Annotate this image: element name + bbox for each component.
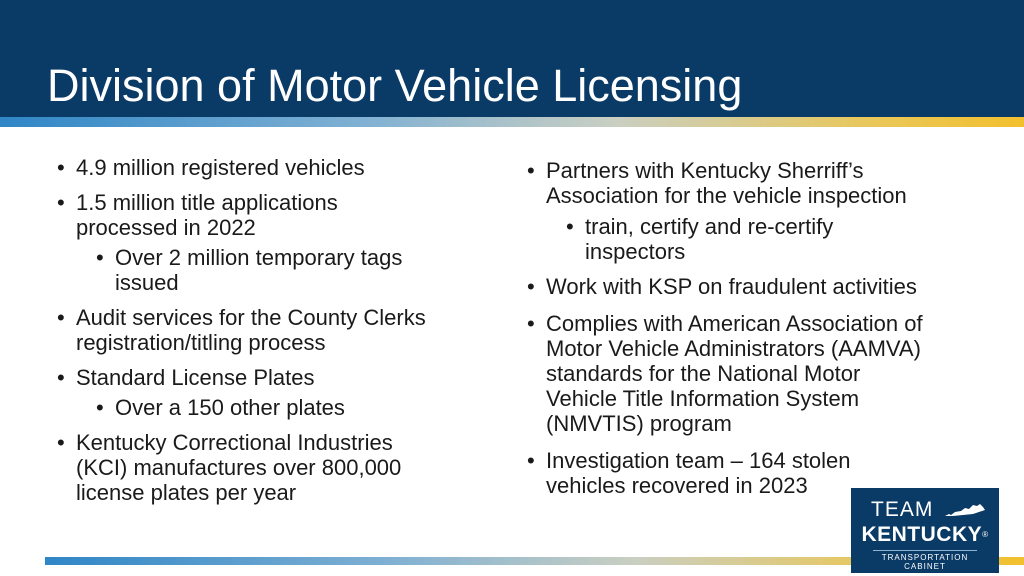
bullet-line: (NMVTIS) program (546, 411, 732, 436)
bullet-text: Over a 150 other plates (115, 395, 345, 420)
bullet-glyph: • (57, 155, 65, 180)
bullet-text: Standard License Plates (76, 365, 315, 390)
bullet-line: issued (115, 270, 179, 295)
bullet-text: Work with KSP on fraudulent activities (546, 274, 917, 299)
logo-divider (873, 550, 977, 551)
bullet-line: 1.5 million title applications (76, 190, 338, 215)
bullet-audit-services (57, 305, 497, 355)
bullet-glyph: • (96, 245, 104, 270)
slide-header (0, 0, 1024, 117)
logo-cabinet-text: CABINET (904, 562, 946, 571)
bullet-line: Investigation team – 164 stolen (546, 448, 851, 473)
bullet-glyph: • (566, 214, 574, 239)
logo-transportation-text: TRANSPORTATION (881, 553, 969, 562)
bullet-line: (KCI) manufactures over 800,000 (76, 455, 402, 480)
bullet-glyph: • (57, 365, 65, 390)
sub-bullet-other-plates (57, 395, 497, 420)
bullet-glyph: • (527, 274, 535, 299)
bullet-glyph: • (57, 190, 65, 215)
right-bullet-list (527, 158, 977, 498)
bullet-glyph: • (96, 395, 104, 420)
bullet-line: standards for the National Motor (546, 361, 861, 386)
bullet-line: license plates per year (76, 480, 297, 505)
bullet-line: Over 2 million temporary tags (115, 245, 403, 270)
logo-kentucky-text (851, 524, 999, 546)
bullet-line: Audit services for the County Clerks (76, 305, 426, 330)
bullet-aamva-compliance (527, 311, 977, 436)
sub-bullet-temporary-tags (57, 245, 497, 295)
bullet-line: train, certify and re-certify (585, 214, 834, 239)
bullet-text: 4.9 million registered vehicles (76, 155, 365, 180)
bullet-line: Partners with Kentucky Sherriff’s (546, 158, 864, 183)
bullet-line: Kentucky Correctional Industries (76, 430, 393, 455)
bullet-glyph: • (527, 311, 535, 336)
bullet-sheriffs-association (527, 158, 977, 208)
team-kentucky-logo (851, 488, 999, 573)
logo-team-text: TEAM (871, 498, 934, 521)
bullet-glyph: • (527, 158, 535, 183)
bullet-line: Vehicle Title Information System (546, 386, 860, 411)
bullet-line: registration/titling process (76, 330, 326, 355)
registered-mark: ® (982, 530, 989, 539)
sub-bullet-certify-inspectors (527, 214, 977, 264)
bullet-glyph: • (57, 430, 65, 455)
bullet-line: Motor Vehicle Administrators (AAMVA) (546, 336, 921, 361)
bullet-glyph: • (57, 305, 65, 330)
bullet-line: processed in 2022 (76, 215, 256, 240)
bullet-ksp-fraud (527, 274, 977, 299)
header-gradient-band (0, 117, 1024, 127)
bullet-line: Association for the vehicle inspection (546, 183, 907, 208)
bullet-correctional-industries (57, 430, 497, 505)
bullet-line: inspectors (585, 239, 686, 264)
bullet-line: Complies with American Association of (546, 311, 923, 336)
kentucky-state-outline-icon (943, 502, 987, 518)
bullet-title-applications (57, 190, 497, 240)
slide-title: Division of Motor Vehicle Licensing (47, 60, 743, 111)
left-bullet-list (57, 155, 497, 505)
bullet-line: vehicles recovered in 2023 (546, 473, 808, 498)
logo-kentucky-word: KENTUCKY (861, 523, 983, 546)
bullet-registered-vehicles (57, 155, 497, 180)
bullet-license-plates (57, 365, 497, 390)
bullet-glyph: • (527, 448, 535, 473)
